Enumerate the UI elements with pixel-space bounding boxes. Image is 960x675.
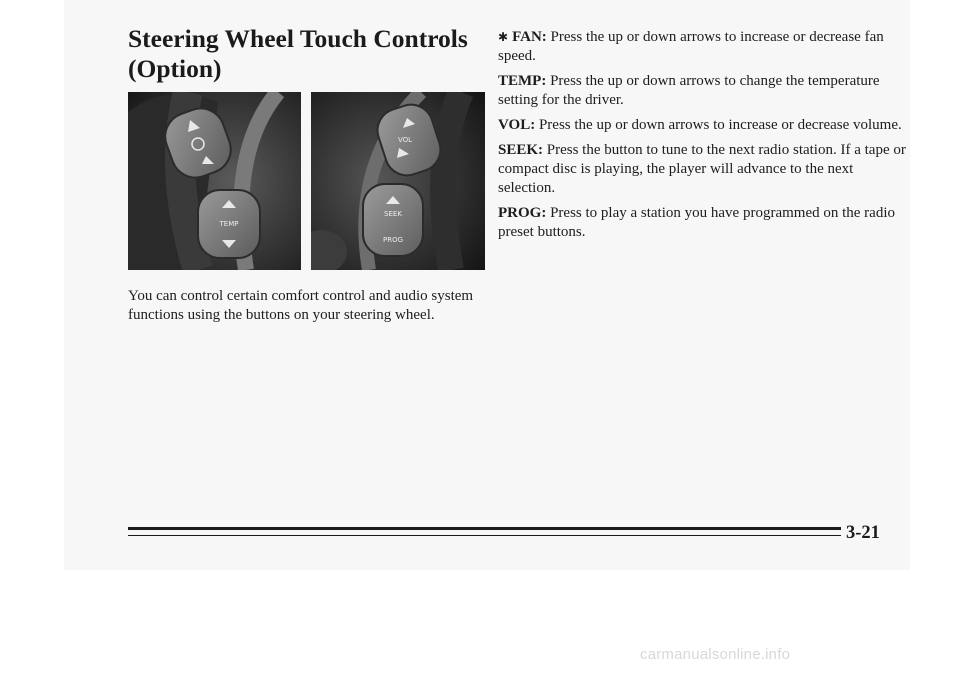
control-term: VOL: [498, 117, 536, 133]
steering-controls-photo-left [128, 92, 301, 270]
control-descriptions [498, 28, 908, 248]
steering-controls-photo-right [311, 92, 485, 270]
title-line-1: Steering Wheel Touch Controls [128, 24, 468, 53]
control-term: PROG: [498, 205, 547, 221]
vol-button-label: VOL [397, 136, 413, 144]
footer-rule-thin [128, 535, 841, 536]
control-item-temp [498, 72, 908, 110]
control-text: Press the button to tune to the next radio station. If a tape or compact disc is playing, the player will advance to the next selection. [498, 142, 906, 196]
control-item-vol [498, 116, 908, 135]
seek-button-label: SEEK [384, 210, 402, 218]
footer-rule-thick [128, 527, 841, 530]
control-item-prog [498, 204, 908, 242]
page-number: 3-21 [846, 523, 880, 543]
control-text: Press the up or down arrows to increase or decrease fan speed. [498, 29, 884, 64]
control-text: Press to play a station you have programmed on the radio preset buttons. [498, 205, 895, 240]
control-item-seek [498, 141, 908, 198]
intro-paragraph: You can control certain comfort control and audio system functions using the buttons on your steering wheel. [128, 288, 474, 323]
fan-icon: ✱ [498, 30, 509, 44]
title-line-2: (Option) [128, 54, 222, 83]
control-term: FAN: [512, 29, 547, 45]
page-title [128, 24, 488, 84]
watermark: carmanualsonline.info [640, 646, 791, 663]
seek-prog-button-pad [363, 184, 423, 256]
control-term: SEEK: [498, 142, 544, 158]
control-term: TEMP: [498, 73, 547, 89]
prog-button-label: PROG [382, 236, 404, 244]
temp-button-label: TEMP [219, 220, 239, 228]
control-text: Press the up or down arrows to increase or decrease volume. [538, 117, 902, 133]
control-item-fan [498, 28, 908, 66]
control-text: Press the up or down arrows to change the temperature setting for the driver. [498, 73, 880, 108]
